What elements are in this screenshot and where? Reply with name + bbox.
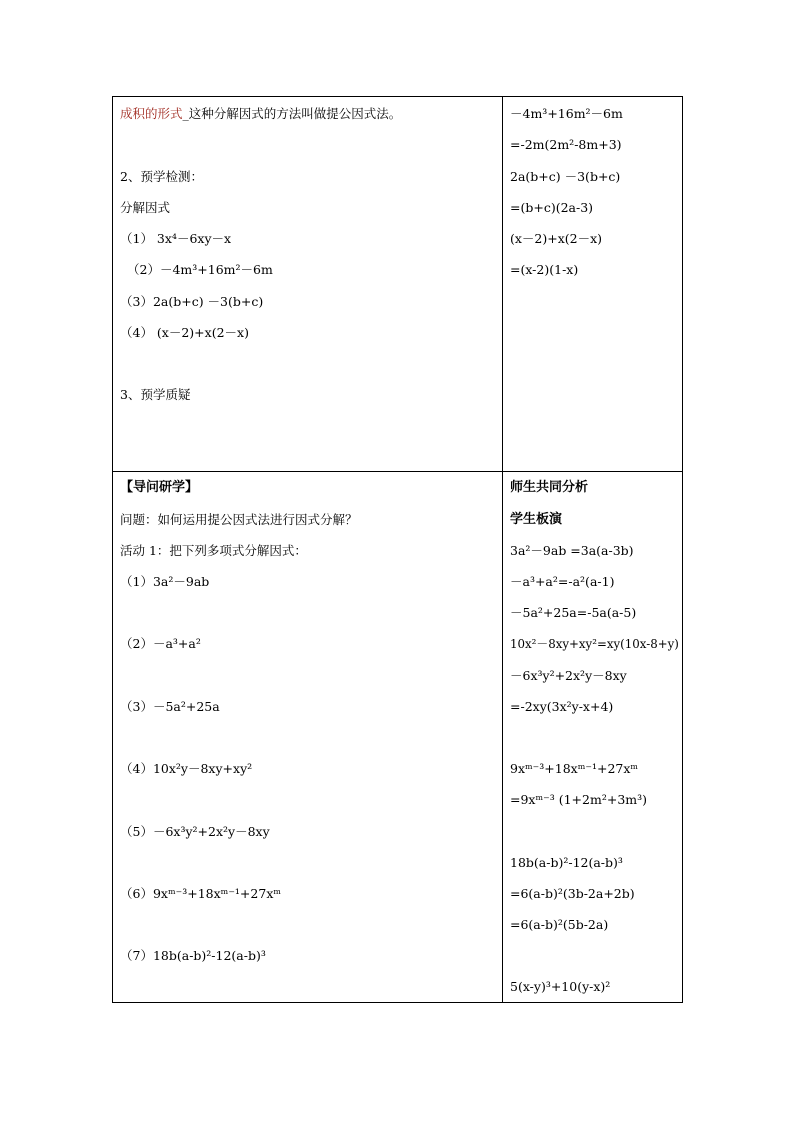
exercise-item-3: （3）－5a²+25a bbox=[120, 699, 220, 714]
board-line-9: 18b(a-b)²-12(a-b)³ bbox=[510, 855, 623, 870]
exercise-item-5: （5）－6x³y²+2x²y－8xy bbox=[120, 824, 270, 839]
worksheet-table bbox=[112, 96, 683, 1003]
analysis-heading: 师生共同分析 bbox=[510, 480, 589, 495]
board-line-11: =6(a-b)²(5b-2a) bbox=[510, 917, 609, 932]
exercise-item-4: （4）10x²y－8xy+xy² bbox=[120, 761, 253, 776]
section-3-heading: 3、预学质疑 bbox=[120, 387, 191, 402]
board-heading: 学生板演 bbox=[510, 512, 563, 527]
intro-red-text: 成积的形式 bbox=[120, 106, 183, 121]
exercise-item-2: （2）－a³+a² bbox=[120, 636, 201, 651]
exercise-item-6: （6）9xᵐ⁻³+18xᵐ⁻¹+27xᵐ bbox=[120, 886, 282, 901]
board-line-5: －6x³y²+2x²y－8xy bbox=[510, 668, 627, 683]
intro-rest-text: _这种分解因式的方法叫做提公因式法。 bbox=[182, 106, 402, 121]
preview-item-2: （2）－4m³+16m²－6m bbox=[127, 262, 273, 277]
exercise-item-7: （7）18b(a-b)²-12(a-b)³ bbox=[120, 948, 266, 963]
board-line-3: －5a²+25a=-5a(a-5) bbox=[510, 605, 637, 620]
board-work-cell bbox=[503, 472, 683, 1003]
answer-line-1: －4m³+16m²－6m bbox=[510, 106, 623, 121]
preview-answer-cell bbox=[503, 97, 683, 472]
board-line-6: =-2xy(3x²y-x+4) bbox=[510, 699, 614, 714]
board-line-10: =6(a-b)²(3b-2a+2b) bbox=[510, 886, 635, 901]
task-label: 分解因式 bbox=[120, 200, 171, 215]
preview-cell bbox=[113, 97, 503, 472]
activity-text: 活动 1：把下列多项式分解因式： bbox=[120, 543, 307, 558]
board-line-7: 9xᵐ⁻³+18xᵐ⁻¹+27xᵐ bbox=[510, 761, 639, 776]
board-line-8: =9xᵐ⁻³ (1+2m²+3m³) bbox=[510, 792, 648, 807]
preview-item-1: （1） 3x⁴－6xy－x bbox=[120, 231, 232, 246]
preview-item-4: （4） (x－2)+x(2－x) bbox=[120, 325, 249, 340]
guided-study-heading: 【导问研学】 bbox=[120, 480, 199, 495]
question-text: 问题：如何运用提公因式法进行因式分解？ bbox=[120, 512, 358, 527]
board-line-4: 10x²－8xy+xy²=xy(10x-8+y) bbox=[510, 637, 679, 651]
answer-line-3: 2a(b+c) －3(b+c) bbox=[510, 169, 621, 184]
answer-line-4: =(b+c)(2a-3) bbox=[510, 200, 594, 215]
exercise-item-1: （1）3a²－9ab bbox=[120, 574, 210, 589]
answer-line-2: =-2m(2m²-8m+3) bbox=[510, 137, 622, 152]
board-line-12: 5(x-y)³+10(y-x)² bbox=[510, 979, 611, 994]
preview-item-3: （3）2a(b+c) －3(b+c) bbox=[120, 294, 264, 309]
answer-line-6: =(x-2)(1-x) bbox=[510, 262, 579, 277]
board-line-1: 3a²－9ab =3a(a-3b) bbox=[510, 543, 634, 558]
board-line-2: －a³+a²=-a²(a-1) bbox=[510, 574, 615, 589]
intro-line bbox=[120, 106, 401, 122]
answer-line-5: (x－2)+x(2－x) bbox=[510, 231, 603, 246]
section-2-heading: 2、预学检测： bbox=[120, 169, 203, 184]
guided-study-cell bbox=[113, 472, 503, 1003]
